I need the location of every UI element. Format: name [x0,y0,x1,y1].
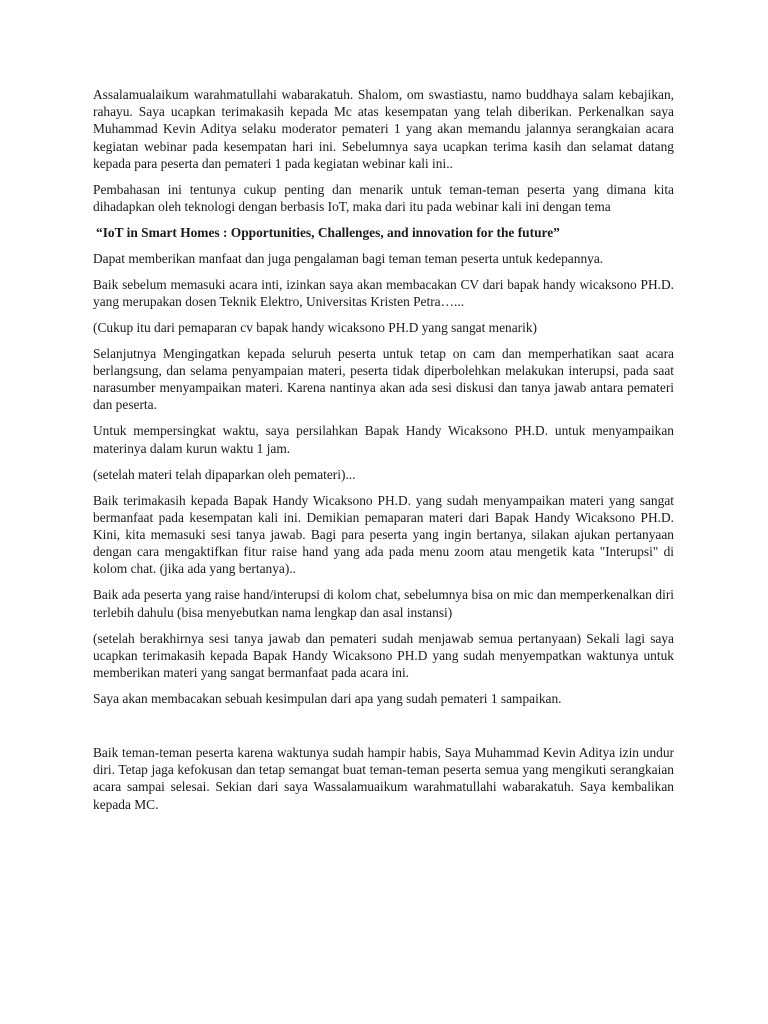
paragraph-invite-speaker: Untuk mempersingkat waktu, saya persilahkan Bapak Handy Wicaksono PH.D. untuk menyampaikan materinya dalam kurun waktu 1 jam. [93,423,674,456]
paragraph-after-material-note: (setelah materi telah dipaparkan oleh pemateri)... [93,466,356,482]
paragraph-qa-session: Baik terimakasih kepada Bapak Handy Wicaksono PH.D. yang sudah menyampaikan materi yang sangat bermanfaat pada kesempatan kali ini. Demikian pemaparan materi dari Bapak Handy Wicaksono PH.D. Kini, kita memasuki sesi tanya jawab. Bagi para peserta yang ingin bertanya, silakan ajukan pertanyaan dengan cara mengaktifkan fitur raise hand yang ada pada menu zoom atau mengetik kata "Interupsi" di kolom chat. (jika ada yang bertanya).. [93,492,674,577]
paragraph-cv-note: (Cukup itu dari pemaparan cv bapak handy wicaksono PH.D yang sangat menarik) [93,319,537,335]
paragraph-topic-intro: Pembahasan ini tentunya cukup penting dan menarik untuk teman-teman peserta yang dimana kita dihadapkan oleh teknologi dengan berbasis IoT, maka dari itu pada webinar kali ini dengan tema [93,181,674,215]
paragraph-rules: Selanjutnya Mengingatkan kepada seluruh peserta untuk tetap on cam dan memperhatikan saat acara berlangsung, dan selama penyampaian materi, peserta tidak diperbolehkan melakukan interupsi, pada saat narasumber menyampaikan materi. Karena nantinya akan ada sesi diskusi dan tanya jawab antara pemateri dan peserta. [93,345,674,413]
paragraph-cv-intro: Baik sebelum memasuki acara inti, izinkan saya akan membacakan CV dari bapak handy wicaksono PH.D. yang merupakan dosen Teknik Elektro, Universitas Kristen Petra…... [93,276,674,309]
paragraph-closing-thanks: (setelah berakhirnya sesi tanya jawab dan pemateri sudah menjawab semua pertanyaan) Sekali lagi saya ucapkan terimakasih kepada Bapak Handy Wicaksono PH.D yang sudah menyempatkan waktunya untuk memberikan materi yang sangat bermanfaat pada acara ini. [93,630,674,681]
document-body [93,86,674,822]
paragraph-conclusion: Saya akan membacakan sebuah kesimpulan dari apa yang sudah pemateri 1 sampaikan. [93,691,562,707]
paragraph-benefit: Dapat memberikan manfaat dan juga pengalaman bagi teman teman peserta untuk kedepannya. [93,250,604,266]
theme-title: “IoT in Smart Homes : Opportunities, Challenges, and innovation for the future” [96,225,560,241]
paragraph-interruption: Baik ada peserta yang raise hand/interupsi di kolom chat, sebelumnya bisa on mic dan memperkenalkan diri terlebih dahulu (bisa menyebutkan nama lengkap dan asal instansi) [93,587,674,620]
blank-line-spacer [93,716,674,744]
paragraph-opening: Assalamualaikum warahmatullahi wabarakatuh. Shalom, om swastiastu, namo buddhaya salam kebajikan, rahayu. Saya ucapkan terimakasih kepada Mc atas kesempatan yang telah diberikan. Perkenalkan saya Muhammad Kevin Aditya selaku moderator pemateri 1 yang akan memandu jalannya serangkaian acara kegiatan webinar pada kesempatan hari ini. Sebelumnya saya ucapkan terima kasih dan selamat datang kepada para peserta dan pemateri 1 pada kegiatan webinar kali ini.. [93,87,674,171]
paragraph-farewell: Baik teman-teman peserta karena waktunya sudah hampir habis, Saya Muhammad Kevin Aditya izin undur diri. Tetap jaga kefokusan dan tetap semangat buat teman-teman peserta semua yang mengikuti serangkaian acara sampai selesai. Sekian dari saya Wassalamuaikum warahmatullahi wabarakatuh. Saya kembalikan kepada MC. [93,745,674,812]
